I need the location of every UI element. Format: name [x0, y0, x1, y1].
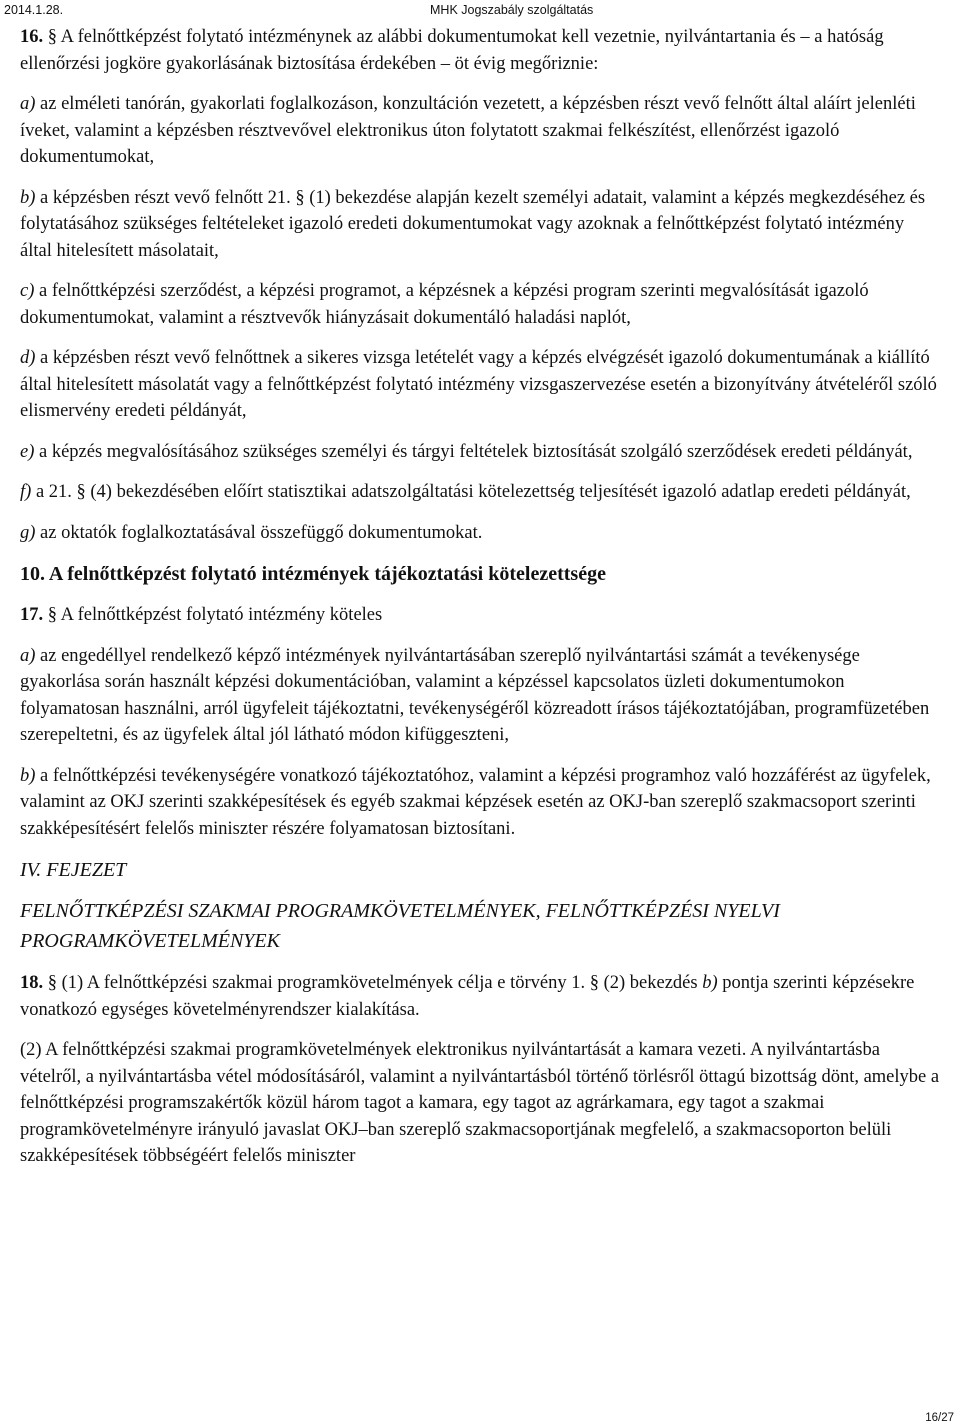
document-body: [20, 24, 940, 1184]
sec18-number: 18.: [20, 973, 44, 993]
page-number: 16/27: [925, 1412, 954, 1424]
point-text: a felnőttképzési tevékenységére vonatkozó tájékoztatóhoz, valamint a képzési programhoz való hozzáférést az ügyfelek, valamint az OKJ szerinti szakképesítések és egyéb szakmai képzések esetén az OKJ-ban szereplő szakmacsoport szerinti szakképesítésért felelős miniszter részére folyamatosan biztosítani.: [20, 765, 931, 839]
sec16-point-a: [20, 91, 940, 171]
sec16-intro: [20, 24, 940, 77]
point-label: a): [20, 94, 36, 114]
sec18-p1-text-a: (1) A felnőttképzési szakmai programkövetelmények célja e törvény 1. § (2) bekezdés: [61, 973, 698, 993]
section-sign: §: [47, 605, 57, 625]
sec16-point-g: [20, 520, 940, 547]
chapter-heading: IV. FEJEZET: [20, 859, 127, 881]
sec18-paragraph-2: [20, 1037, 940, 1170]
chapter-title: FELNŐTTKÉPZÉSI SZAKMAI PROGRAMKÖVETELMÉNYEK, FELNŐTTKÉPZÉSI NYELVI PROGRAMKÖVETELMÉNYEK: [20, 900, 780, 952]
point-text: a képzés megvalósításához szükséges személyi és tárgyi feltételek biztosítását szolgáló szerződések eredeti példányát,: [39, 441, 913, 462]
point-label: f): [20, 482, 32, 502]
point-label: b): [702, 973, 718, 993]
sec17-point-a: [20, 643, 940, 749]
point-label: a): [20, 645, 36, 666]
point-text: a képzésben részt vevő felnőtt 21. § (1) bekezdése alapján kezelt személyi adatait, valamint a képzés megkezdéséhez és folytatásához szükséges feltételeket igazoló eredeti dokumentumokat vagy azoknak a felnőttképzést folytató intézmény által hitelesített másolatait,: [20, 187, 926, 261]
section-sign: §: [47, 27, 57, 47]
sec16-number: 16.: [20, 27, 44, 47]
sec16-intro-text: A felnőttképzést folytató intézménynek az alábbi dokumentumokat kell vezetnie, nyilvántartania és – a hatóság ellenőrzési jogköre gyakorlásának biztosítása érdekében – öt évig megőriznie:: [20, 27, 884, 74]
sec17-number: 17.: [20, 605, 44, 625]
sec18-p1-text-c: pontja szerinti képzésekre vonatkozó egységes követelményrendszer kialakítása.: [20, 973, 915, 1020]
point-label: d): [20, 348, 36, 368]
point-label: c): [20, 281, 35, 301]
section-sign: §: [47, 973, 57, 993]
sec17-intro-text: A felnőttképzést folytató intézmény köteles: [60, 605, 383, 625]
point-label: e): [20, 441, 35, 462]
point-text: a képzésben részt vevő felnőttnek a sikeres vizsga letételét vagy a képzés elvégzését igazoló dokumentumának a kiállító által hitelesített másolatát vagy a felnőttképzést folytató intézmény vizsgaszervezése esetén a bizonyítvány átvételéről szóló elismervény eredeti példányát,: [20, 348, 937, 421]
sec16-point-f: [20, 479, 940, 506]
point-text: az oktatók foglalkoztatásával összefüggő dokumentumokat.: [40, 522, 483, 543]
point-text: a 21. § (4) bekezdésében előírt statisztikai adatszolgáltatási kötelezettség teljesítését igazoló adatlap eredeti példányát,: [35, 482, 911, 502]
header-title: MHK Jogszabály szolgáltatás: [430, 3, 594, 17]
page-header: [0, 0, 960, 20]
sec16-point-e: [20, 439, 940, 466]
sec16-point-c: [20, 278, 940, 331]
point-text: a felnőttképzési szerződést, a képzési programot, a képzésnek a képzési program szerinti megvalósítását igazoló dokumentumokat, valamint a résztvevők hiányzásait dokumentáló haladási naplót,: [20, 281, 869, 328]
point-label: b): [20, 765, 36, 786]
point-label: b): [20, 187, 36, 208]
point-text: az engedéllyel rendelkező képző intézmények nyilvántartásában szereplő nyilvántartási számát a tevékenysége gyakorlása során használt képzési dokumentációban, valamint a képzéssel kapcsolatos üzleti dokumentumokon folyamatosan használni, arról ügyfeleit tájékoztatni, tevékenységéről közreadott írásos tájékoztatójában, programfüzetében szerepeltetni, és az ügyfelek által jól látható módon kifüggeszteni,: [20, 645, 930, 745]
sec16-point-d: [20, 345, 940, 425]
section-heading-10: 10. A felnőttképzést folytató intézmények tájékoztatási kötelezettsége: [20, 563, 606, 585]
sec17-intro: [20, 602, 940, 629]
sec17-point-b: [20, 763, 940, 843]
point-text: az elméleti tanórán, gyakorlati foglalkozáson, konzultáción vezetett, a képzésben részt vevő felnőtt által aláírt jelenléti íveket, valamint a képzésben résztvevővel elektronikus úton folytatott szakmai felkészítést, ellenőrzést igazoló dokumentumokat,: [20, 94, 916, 167]
header-date: 2014.1.28.: [4, 3, 64, 17]
sec16-point-b: [20, 185, 940, 265]
point-label: g): [20, 522, 36, 543]
sec18-paragraph-1: [20, 970, 940, 1023]
sec18-p2-text: (2) A felnőttképzési szakmai programkövetelmények elektronikus nyilvántartását a kamara vezeti. A nyilvántartásba vételről, a nyilvántartásba vétel módosításáról, valamint a nyilvántartásból történő törlésről öttagú bizottság dönt, amelybe a felnőttképzési programszakértők közül három tagot a kamara, egy tagot az agrárkamara, egy tagot a szakmai programkövetelményre irányuló javaslat OKJ–ban szereplő szakmacsoportjának megfelelő, a szakmacsoporton belüli szakképesítések többségéért felelős miniszter: [20, 1040, 940, 1166]
